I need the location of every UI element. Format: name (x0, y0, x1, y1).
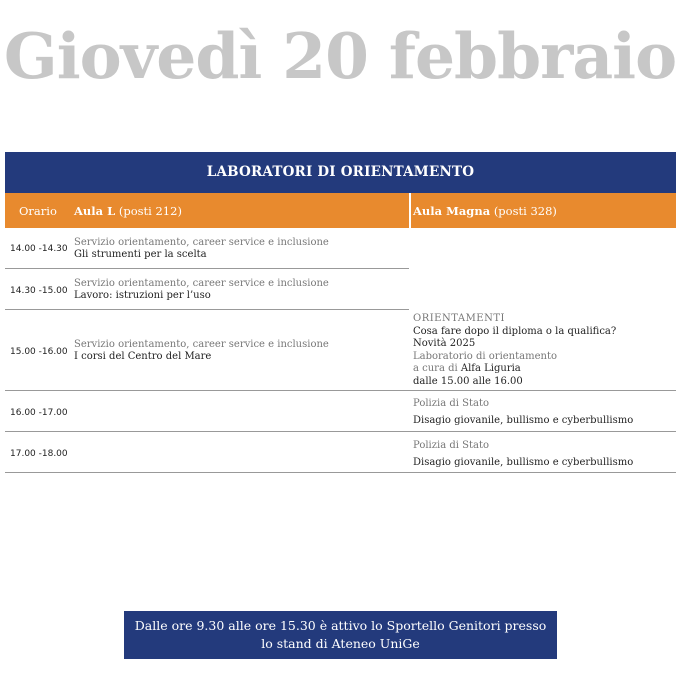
header-aula-magna (413, 204, 557, 218)
header-aula-l-seats: (posti 212) (118, 204, 182, 218)
aula-magna-organizer: Polizia di Stato (413, 440, 489, 451)
aula-magna-session: Disagio giovanile, bullismo e cyberbullismo (413, 456, 634, 468)
row-time: 14.00 -14.30 (10, 244, 68, 254)
orientamenti-lab: Laboratorio di orientamento (413, 350, 557, 362)
row-divider (5, 472, 676, 473)
header-orario: Orario (19, 204, 57, 218)
row-divider (5, 390, 676, 391)
notice-line-2: lo stand di Ateneo UniGe (261, 636, 420, 651)
aula-magna-cell (413, 398, 633, 427)
row-divider (5, 309, 409, 310)
aula-magna-session: Disagio giovanile, bullismo e cyberbullismo (413, 414, 634, 426)
notice-line-1: Dalle ore 9.30 alle ore 15.30 è attivo lo Sportello Genitori presso (134, 618, 547, 633)
aula-magna-organizer: Polizia di Stato (413, 398, 489, 409)
aula-l-cell (74, 278, 329, 302)
aula-l-session: Lavoro: istruzioni per l’uso (74, 290, 211, 301)
aula-l-session: Gli strumenti per la scelta (74, 249, 207, 260)
aula-l-organizer: Servizio orientamento, career service e inclusione (74, 237, 329, 248)
aula-magna-orientamenti (413, 313, 616, 388)
aula-l-organizer: Servizio orientamento, career service e inclusione (74, 278, 329, 289)
row-time: 14.30 -15.00 (10, 286, 68, 296)
curator-name: Alfa Liguria (460, 363, 521, 374)
aula-l-cell (74, 237, 329, 261)
header-aula-l-name: Aula L (74, 204, 116, 218)
aula-magna-cell (413, 440, 633, 469)
orientamenti-time: dalle 15.00 alle 16.00 (413, 375, 523, 387)
row-time: 17.00 -18.00 (10, 449, 68, 459)
row-divider (5, 431, 676, 432)
aula-l-organizer: Servizio orientamento, career service e inclusione (74, 339, 329, 350)
orientamenti-question: Cosa fare dopo il diploma o la qualifica? (413, 325, 617, 337)
aula-l-session: I corsi del Centro del Mare (74, 351, 212, 362)
table-header (5, 193, 676, 228)
orientamenti-label: ORIENTAMENTI (413, 313, 505, 324)
parents-desk-notice (124, 611, 557, 659)
section-banner: LABORATORI DI ORIENTAMENTO (5, 152, 676, 193)
page-title: Giovedì 20 febbraio (3, 19, 677, 93)
aula-l-cell (74, 339, 329, 363)
row-divider (5, 268, 409, 269)
header-aula-magna-name: Aula Magna (413, 204, 491, 218)
orientamenti-curator (413, 363, 616, 376)
header-separator (409, 193, 411, 228)
header-aula-magna-seats: (posti 328) (493, 204, 557, 218)
orientamenti-novelty: Novità 2025 (413, 338, 476, 349)
row-time: 16.00 -17.00 (10, 408, 68, 418)
curator-prefix: a cura di (413, 363, 458, 374)
header-aula-l (74, 204, 182, 218)
row-time: 15.00 -16.00 (10, 347, 68, 357)
